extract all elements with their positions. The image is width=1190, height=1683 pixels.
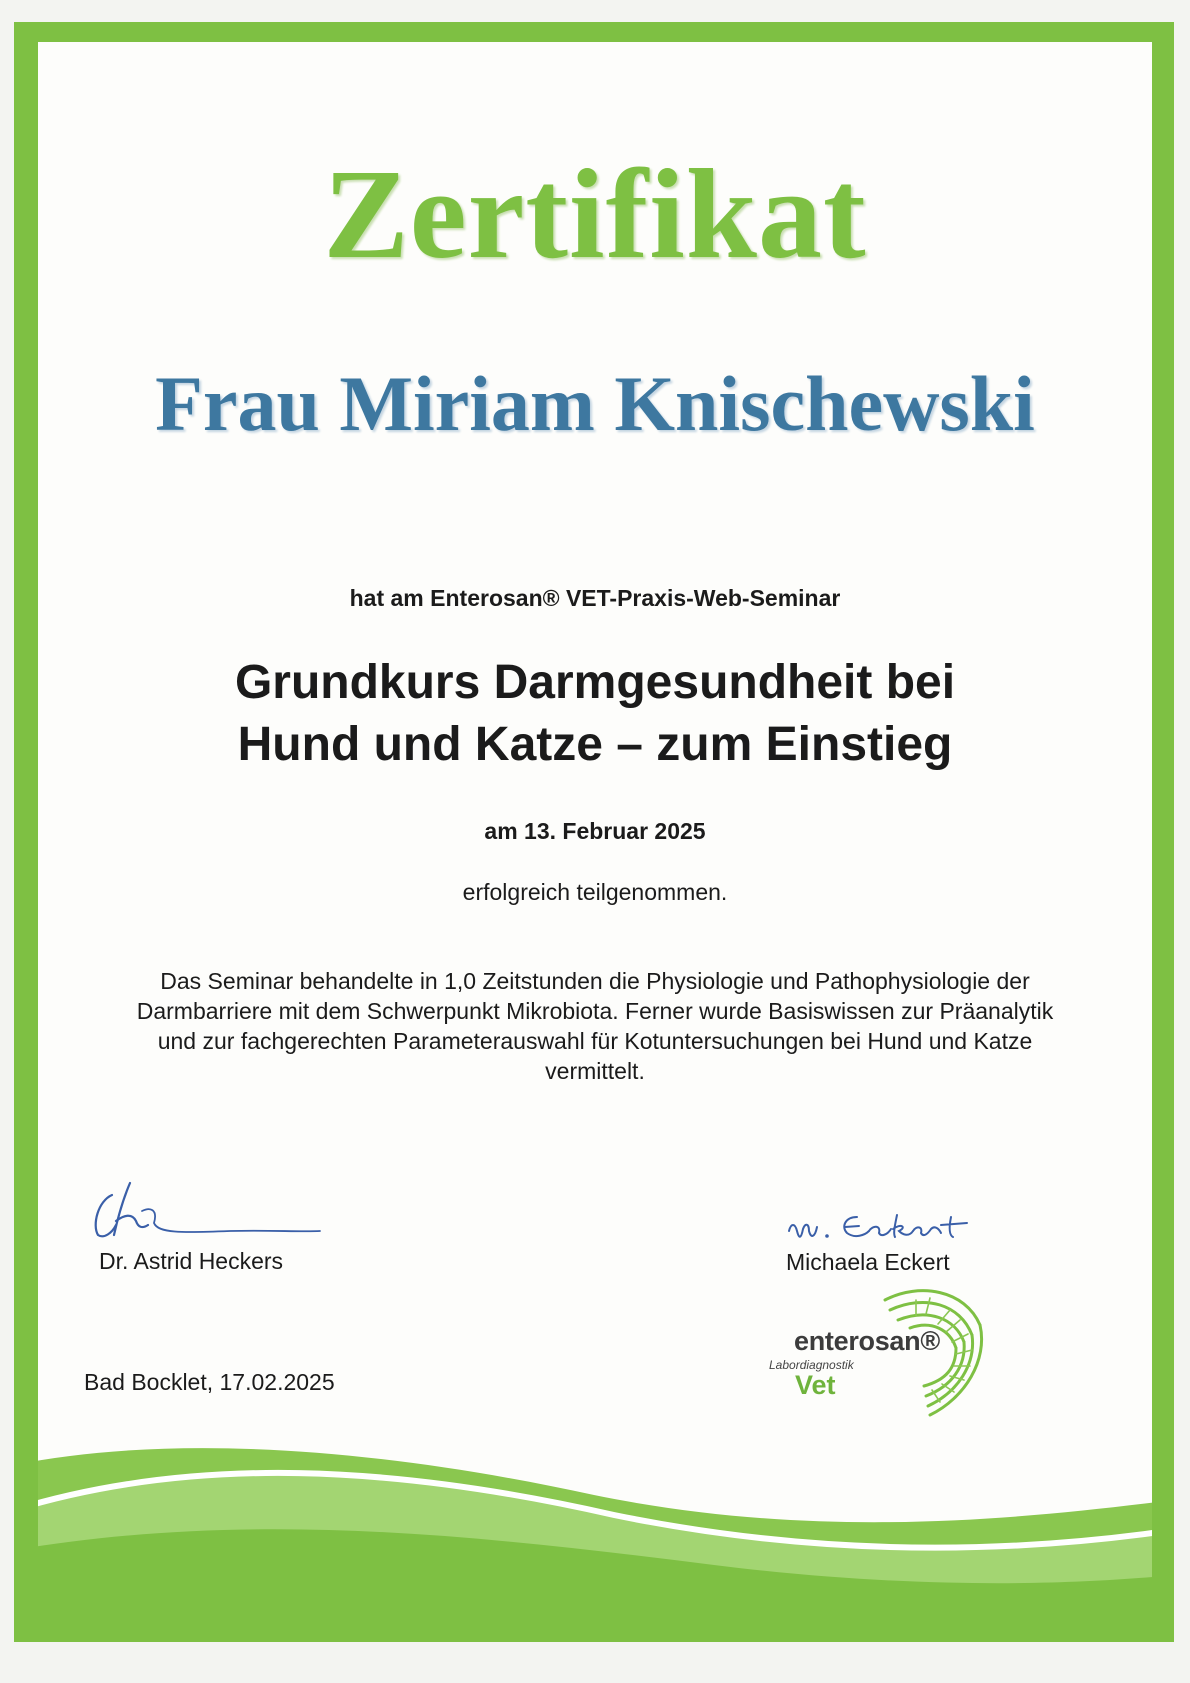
logo-subtitle: Labordiagnostik bbox=[769, 1358, 854, 1372]
description-line: Das Seminar behandelte in 1,0 Zeitstunden die Physiologie und Pathophysiologie der bbox=[160, 968, 1030, 994]
logo-brand-text: enterosan® bbox=[794, 1326, 940, 1356]
seminar-date: am 13. Februar 2025 bbox=[484, 818, 706, 844]
place-and-date: Bad Bocklet, 17.02.2025 bbox=[84, 1369, 335, 1395]
course-title bbox=[0, 652, 1190, 776]
participation-text: erfolgreich teilgenommen. bbox=[462, 879, 728, 905]
course-title-line-1: Grundkurs Darmgesundheit bei bbox=[234, 656, 956, 709]
certificate-title: Zertifikat bbox=[323, 143, 867, 285]
signature-heckers bbox=[90, 1175, 330, 1243]
signature-eckert bbox=[785, 1205, 980, 1245]
description-line: Darmbarriere mit dem Schwerpunkt Mikrobiota. Ferner wurde Basiswissen zur Präanalytik bbox=[136, 998, 1054, 1024]
seminar-description bbox=[60, 966, 1130, 1086]
recipient-name: Frau Miriam Knischewski bbox=[155, 360, 1035, 447]
signer-name-heckers: Dr. Astrid Heckers bbox=[99, 1248, 284, 1274]
course-title-line-2: Hund und Katze – zum Einstieg bbox=[237, 718, 953, 771]
description-line: vermittelt. bbox=[545, 1058, 645, 1084]
decorative-green-wave bbox=[14, 1440, 1174, 1642]
seminar-intro: hat am Enterosan® VET-Praxis-Web-Seminar bbox=[349, 585, 841, 611]
description-line: und zur fachgerechten Parameterauswahl für Kotuntersuchungen bei Hund und Katze bbox=[157, 1028, 1033, 1054]
logo-vet-text: Vet bbox=[795, 1370, 836, 1400]
signer-name-eckert: Michaela Eckert bbox=[786, 1249, 950, 1275]
